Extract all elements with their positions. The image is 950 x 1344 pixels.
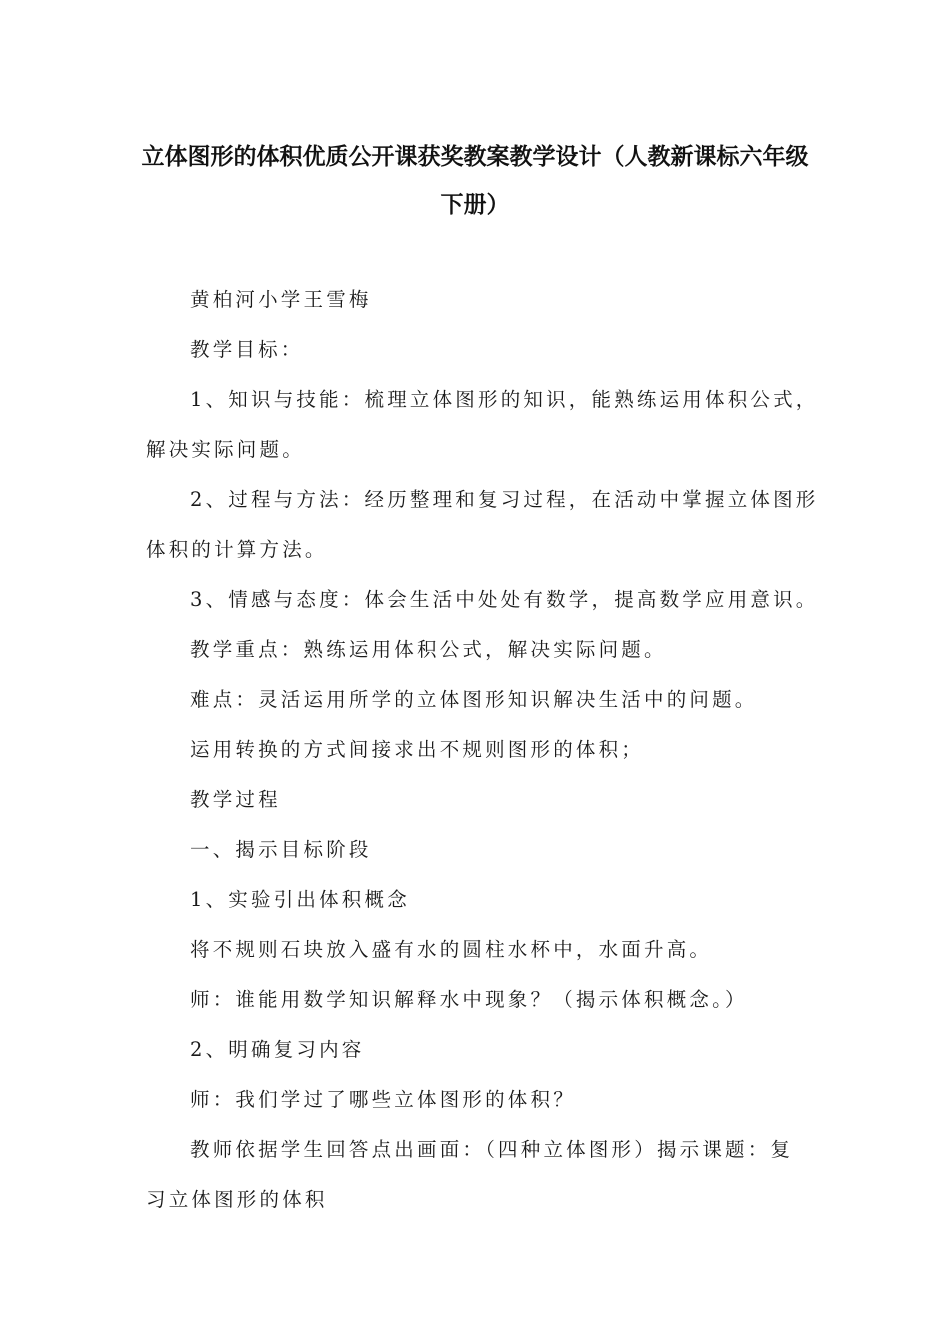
section-heading: 一、揭示目标阶段	[190, 838, 372, 861]
paragraph: 教学目标：	[190, 338, 304, 361]
paragraph: 教师依据学生回答点出画面：（四种立体图形）揭示课题：复	[190, 1138, 794, 1161]
paragraph: 将不规则石块放入盛有水的圆柱水杯中，水面升高。	[190, 938, 713, 961]
paragraph: 师：我们学过了哪些立体图形的体积？	[190, 1088, 576, 1111]
paragraph: 1、实验引出体积概念	[190, 888, 410, 911]
author-line: 黄柏河小学王雪梅	[190, 288, 372, 311]
paragraph-continuation: 体积的计算方法。	[146, 538, 328, 561]
paragraph: 难点：灵活运用所学的立体图形知识解决生活中的问题。	[190, 688, 758, 711]
paragraph-continuation: 解决实际问题。	[146, 438, 305, 461]
paragraph: 2、过程与方法：经历整理和复习过程，在活动中掌握立体图形	[190, 488, 819, 511]
paragraph-continuation: 习立体图形的体积	[146, 1188, 328, 1211]
paragraph: 1、知识与技能：梳理立体图形的知识，能熟练运用体积公式，	[190, 388, 819, 411]
paragraph: 教学重点：熟练运用体积公式，解决实际问题。	[190, 638, 667, 661]
paragraph: 运用转换的方式间接求出不规则图形的体积；	[190, 738, 645, 761]
section-heading: 教学过程	[190, 788, 281, 811]
paragraph: 3、情感与态度：体会生活中处处有数学，提高数学应用意识。	[190, 588, 819, 611]
paragraph: 2、明确复习内容	[190, 1038, 365, 1061]
document-title-line-1: 立体图形的体积优质公开课获奖教案教学设计（人教新课标六年级	[141, 144, 809, 170]
paragraph: 师：谁能用数学知识解释水中现象？（揭示体积概念。）	[190, 988, 748, 1011]
document-title-line-2: 下册）	[440, 192, 510, 218]
